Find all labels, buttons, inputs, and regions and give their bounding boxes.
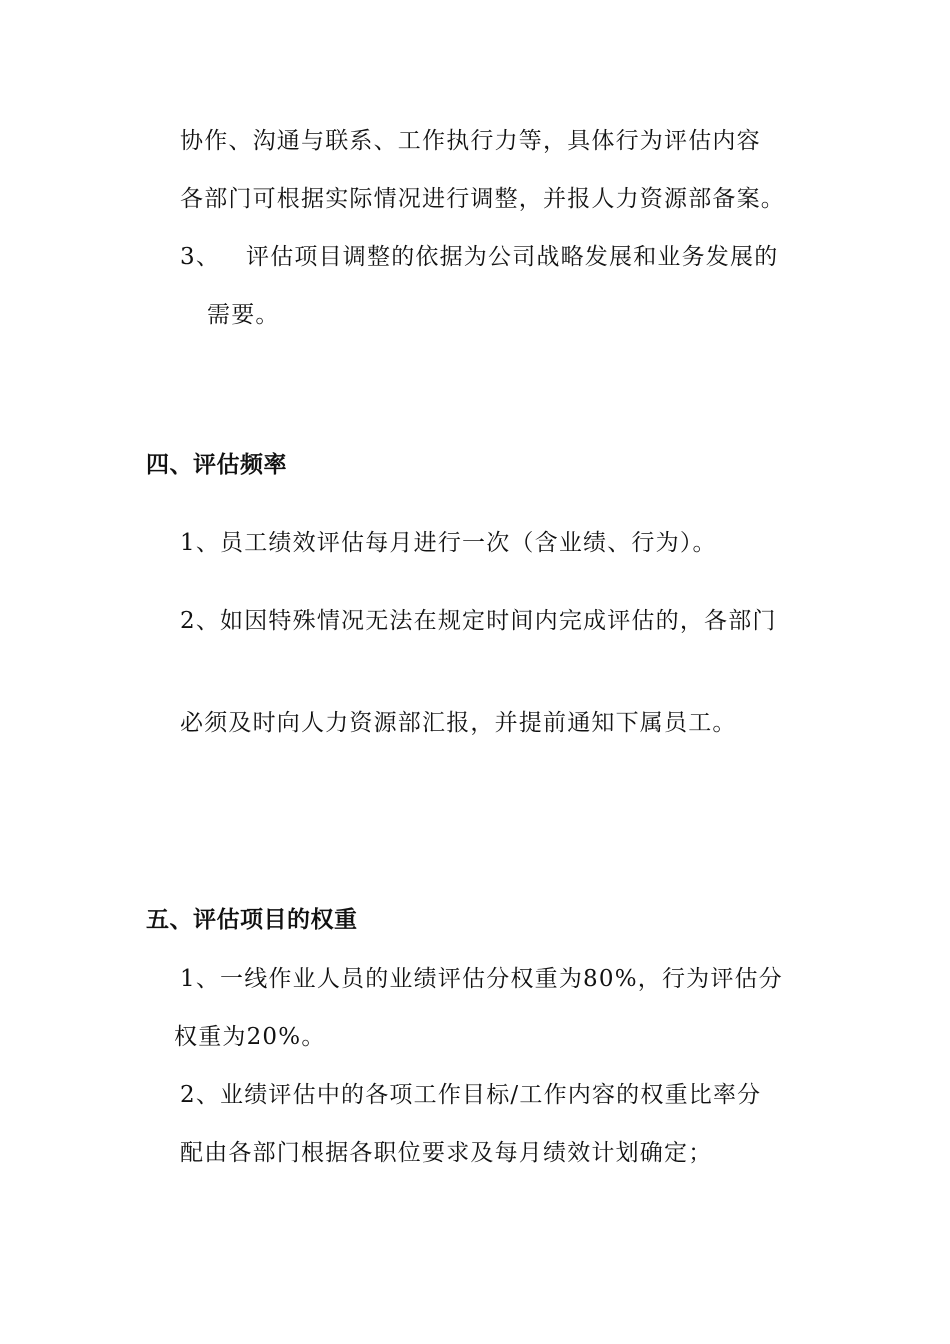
list-item: 2、业绩评估中的各项工作目标/工作内容的权重比率分 bbox=[180, 1082, 762, 1108]
list-item-continuation: 必须及时向人力资源部汇报，并提前通知下属员工。 bbox=[180, 710, 737, 736]
list-item-continuation: 权重为20%。 bbox=[174, 1024, 326, 1050]
list-item: 2、如因特殊情况无法在规定时间内完成评估的，各部门 bbox=[180, 608, 777, 634]
list-item-continuation: 配由各部门根据各职位要求及每月绩效计划确定； bbox=[180, 1140, 713, 1166]
section-heading: 四、评估频率 bbox=[146, 452, 287, 478]
list-item-text: 评估项目调整的依据为公司战略发展和业务发展的 bbox=[246, 244, 779, 270]
list-item-number: 3、 bbox=[180, 244, 221, 270]
section-heading: 五、评估项目的权重 bbox=[146, 907, 358, 933]
paragraph-line: 协作、沟通与联系、工作执行力等，具体行为评估内容 bbox=[180, 128, 761, 154]
list-item: 1、一线作业人员的业绩评估分权重为80%，行为评估分 bbox=[180, 966, 783, 992]
list-item: 1、员工绩效评估每月进行一次（含业绩、行为）。 bbox=[180, 530, 717, 556]
paragraph-line: 各部门可根据实际情况进行调整，并报人力资源部备案。 bbox=[180, 186, 785, 212]
list-item-text: 需要。 bbox=[207, 302, 280, 328]
